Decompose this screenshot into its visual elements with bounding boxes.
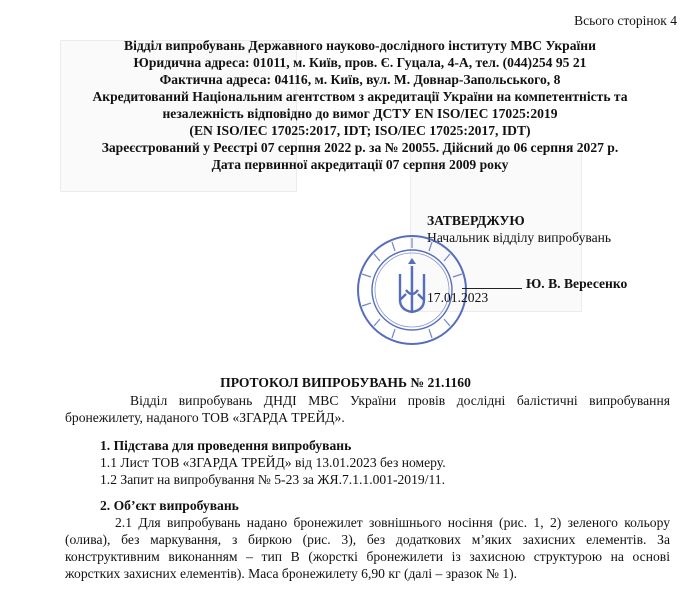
total-pages: Всього сторінок 4 — [574, 13, 677, 28]
approval-date: 17.01.2023 — [427, 290, 489, 305]
header-line: Акредитований Національним агентством з акредитації України на компетентність та — [92, 89, 628, 104]
header-line: Дата первинної акредитації 07 серпня 2009 року — [211, 157, 509, 172]
section-1-heading: 1. Підстава для проведення випробувань — [100, 438, 352, 453]
lab-header — [60, 37, 660, 173]
approval-title: ЗАТВЕРДЖУЮ — [427, 213, 525, 228]
header-line: (EN ISO/IEC 17025:2017, IDT; ISO/IEC 17025:2017, IDT) — [189, 123, 531, 138]
header-line: Фактична адреса: 04116, м. Київ, вул. М. Довнар-Запольського, 8 — [159, 72, 561, 87]
header-line: Зареєстрований у Реєстрі 07 серпня 2022 р. за № 20055. Дійсний до 06 серпня 2027 р. — [101, 140, 619, 155]
section-1-item-2: 1.2 Запит на випробування № 5-23 за ЖЯ.7.1.1.001-2019/11. — [100, 472, 445, 487]
header-line: Юридична адреса: 01011, м. Київ, пров. Є. Гуцала, 4-А, тел. (044)254 95 21 — [133, 55, 587, 70]
header-line: незалежність відповідно до вимог ДСТУ EN ISO/IEC 17025:2019 — [162, 106, 558, 121]
protocol-intro: Відділ випробувань ДНДІ МВС України провів дослідні балістичні випробування бронежилету, наданого ТОВ «ЗГАРДА ТРЕЙД». — [65, 393, 670, 425]
header-line: Відділ випробувань Державного науково-дослідного інституту МВС України — [124, 38, 596, 53]
section-1-item-1: 1.1 Лист ТОВ «ЗГАРДА ТРЕЙД» від 13.01.2023 без номеру. — [100, 455, 446, 470]
protocol-title: ПРОТОКОЛ ВИПРОБУВАНЬ № 21.1160 — [220, 375, 471, 390]
signature-line — [462, 288, 522, 289]
section-2-heading: 2. Об’єкт випробувань — [100, 498, 239, 513]
section-2-item-1: 2.1 Для випробувань надано бронежилет зовнішнього носіння (рис. 1, 2) зеленого кольору (олива), без маркування, з биркою (рис. 3), без додаткових м’яких захисних елементів. За конструктивним виконанням – тип В (жорсткі бронежилети із захисною структурою на основі жорстких захисних елементів). Маса бронежилету 6,90 кг (далі – зразок № 1). — [65, 515, 670, 581]
signer-name: Ю. В. Вересенко — [526, 276, 628, 291]
approval-position: Начальник відділу випробувань — [427, 230, 612, 245]
